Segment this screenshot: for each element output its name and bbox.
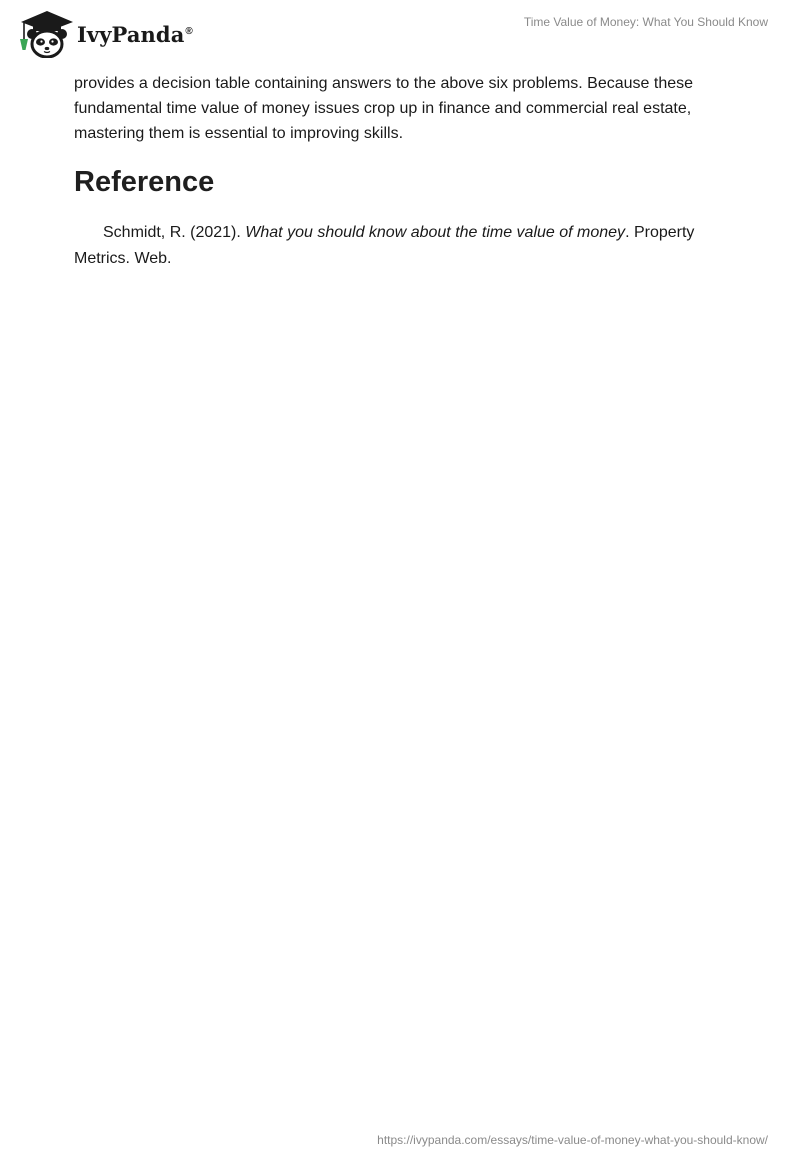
- panda-graduation-cap-icon: [15, 8, 75, 58]
- essay-content: [74, 71, 734, 272]
- reference-entry: [74, 220, 734, 272]
- registered-mark: ®: [185, 25, 193, 37]
- body-paragraph: provides a decision table containing answers to the above six problems. Because these fundamental time value of money issues crop up in finance and commercial real estate, mastering them is essential to improving skills.: [74, 75, 694, 142]
- reference-authors-year: Schmidt, R. (2021).: [103, 224, 246, 241]
- reference-source: . Property Metrics. Web.: [74, 224, 695, 267]
- document-title: Time Value of Money: What You Should Know: [523, 15, 768, 29]
- reference-heading: Reference: [74, 166, 215, 198]
- footer-url-link[interactable]: https://ivypanda.com/essays/time-value-of-money-what-you-should-know/: [377, 1133, 768, 1147]
- page-header: [0, 0, 800, 64]
- brand-name: IvyPanda®: [77, 21, 193, 47]
- reference-title: What you should know about the time value of money: [245, 224, 626, 241]
- ivypanda-logo[interactable]: [15, 8, 193, 58]
